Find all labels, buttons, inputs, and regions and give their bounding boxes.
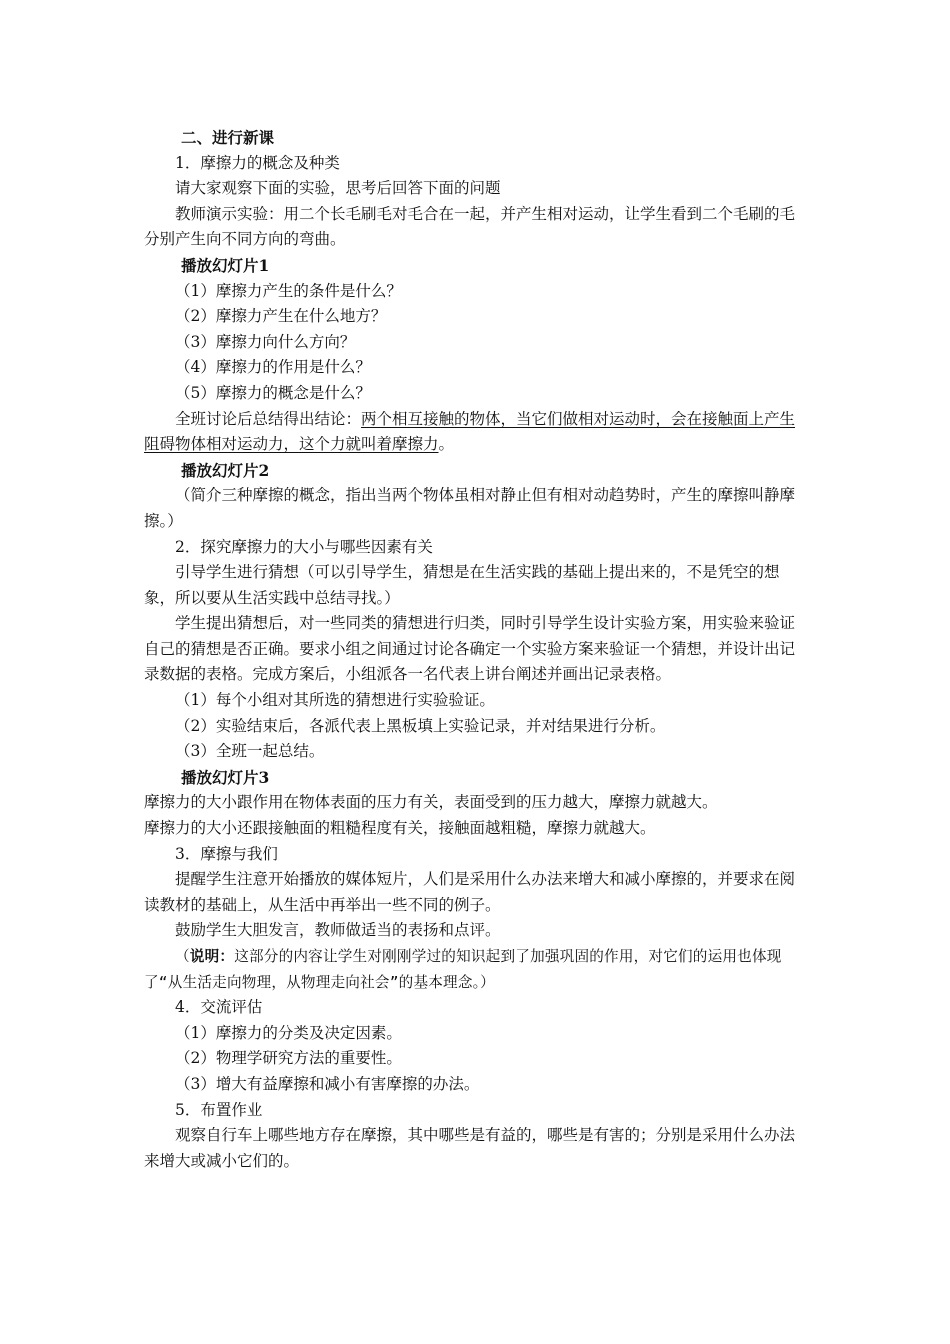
note-open: （ (175, 948, 190, 965)
section4-heading: 4．交流评估 (175, 998, 263, 1017)
section1-demo: 教师演示实验：用二个长毛刷毛对毛合在一起，并产生相对运动，让学生看到二个毛刷的毛分别产生向不同方向的弯曲。 (144, 204, 796, 249)
section4-item-2: （2）物理学研究方法的重要性。 (175, 1049, 402, 1068)
slide3-label: 播放幻灯片3 (181, 767, 270, 787)
section2-plan: 学生提出猜想后，对一些同类的猜想进行归类，同时引导学生设计实验方案，用实验来验证自己的猜想是否正确。要求小组之间通过讨论各确定一个实验方案来验证一个猜想，并设计出记录数据的表格。完成方案后，小组派各一名代表上讲台阐述并画出记录表格。 (144, 614, 796, 684)
question-4: （4）摩擦力的作用是什么？ (175, 358, 371, 377)
section-title: 二、进行新课 (181, 128, 275, 147)
section5-text: 观察自行车上哪些地方存在摩擦，其中哪些是有益的，哪些是有害的；分别是采用什么办法来增大或减小它们的。 (144, 1126, 796, 1170)
slide2-text: （简介三种摩擦的概念，指出当两个物体虽相对静止但有相对动趋势时，产生的摩擦叫静摩擦。） (144, 486, 796, 530)
question-3: （3）摩擦力向什么方向？ (175, 332, 356, 351)
section2-step-2: （2）实验结束后，各派代表上黑板填上实验记录，并对结果进行分析。 (175, 716, 666, 735)
section2-heading: 2．探究摩擦力的大小与哪些因素有关 (175, 537, 433, 556)
section4-item-3: （3）增大有益摩擦和减小有害摩擦的办法。 (175, 1074, 480, 1093)
question-5: （5）摩擦力的概念是什么？ (175, 383, 371, 402)
section4-item-1: （1）摩擦力的分类及决定因素。 (175, 1023, 402, 1042)
slide3-line-1: 摩擦力的大小跟作用在物体表面的压力有关，表面受到的压力越大，摩擦力就越大。 (144, 793, 718, 812)
conclusion-paragraph (144, 407, 810, 458)
section2-guess: 引导学生进行猜想（可以引导学生，猜想是在生活实践的基础上提出来的，不是凭空的想象，所以要从生活实践中总结寻找。） (144, 563, 780, 607)
note-paragraph (144, 944, 810, 995)
conclusion-definition: 两个相互接触的物体，当它们做相对运动时，会在接触面上产生阻碍物体相对运动力，这个力就叫着摩擦力 (144, 409, 796, 454)
section3-heading: 3．摩擦与我们 (175, 844, 278, 863)
conclusion-prefix: 全班讨论后总结得出结论： (175, 409, 362, 428)
note-text: 这部分的内容让学生对刚刚学过的知识起到了加强巩固的作用，对它们的运用也体现了“从生活走向物理，从物理走向社会”的基本理念。） (144, 948, 782, 991)
section2-step-1: （1）每个小组对其所选的猜想进行实验验证。 (175, 691, 495, 710)
slide3-line-2: 摩擦力的大小还跟接触面的粗糙程度有关，接触面越粗糙，摩擦力就越大。 (144, 819, 656, 838)
slide2-label: 播放幻灯片2 (181, 460, 270, 480)
conclusion-suffix: 。 (438, 435, 455, 454)
section1-intro: 请大家观察下面的实验，思考后回答下面的问题 (175, 179, 501, 198)
document-page (144, 125, 810, 1174)
slide1-label: 播放幻灯片1 (181, 255, 270, 275)
question-1: （1）摩擦力产生的条件是什么？ (175, 281, 402, 300)
question-2: （2）摩擦力产生在什么地方？ (175, 307, 387, 326)
section2-step-3: （3）全班一起总结。 (175, 742, 325, 761)
note-label: 说明： (189, 948, 235, 965)
section5-heading: 5．布置作业 (175, 1100, 263, 1119)
section1-heading: 1．摩擦力的概念及种类 (175, 153, 340, 172)
section3-text: 提醒学生注意开始播放的媒体短片，人们是采用什么办法来增大和减小摩擦的，并要求在阅读教材的基础上，从生活中再举出一些不同的例子。 (144, 870, 796, 914)
section3-encourage: 鼓励学生大胆发言，教师做适当的表扬和点评。 (175, 921, 501, 940)
